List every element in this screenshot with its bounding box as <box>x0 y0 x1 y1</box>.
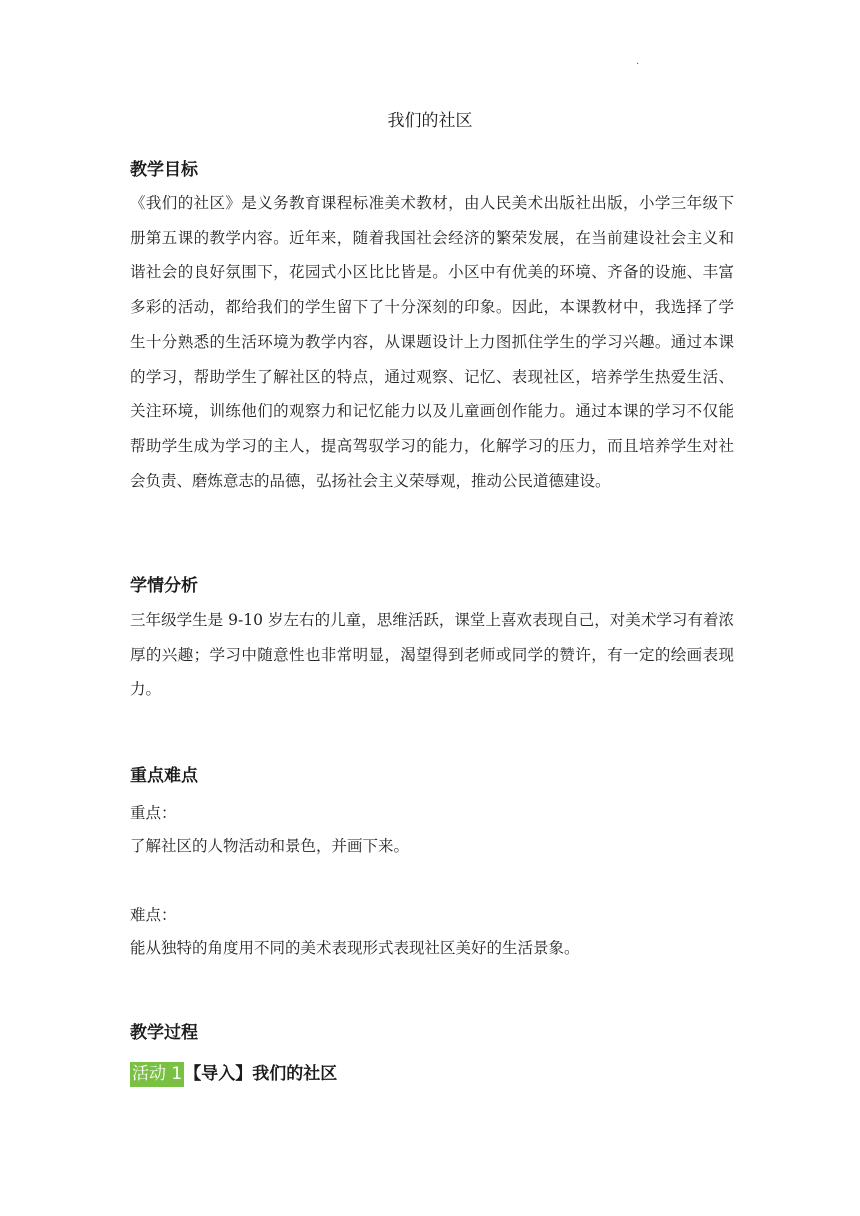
document-title: 我们的社区 <box>387 111 473 131</box>
activity-tag: 活动 1 <box>130 1062 184 1087</box>
header-mark: . <box>636 56 640 67</box>
section-heading-key-points: 重点难点 <box>130 766 198 786</box>
objectives-paragraph: 《我们的社区》是义务教育课程标准美术教材，由人民美术出版社出版，小学三年级下册第五课的教学内容。近年来，随着我国社会经济的繁荣发展，在当前建设社会主义和谐社会的良好氛围下，花园式小区比比皆是。小区中有优美的环境、齐备的设施、丰富多彩的活动，都给我们的学生留下了十分深刻的印象。因此，本课教材中，我选择了学生十分熟悉的生活环境为教学内容，从课题设计上力图抓住学生的学习兴趣。通过本课的学习，帮助学生了解社区的特点，通过观察、记忆、表现社区，培养学生热爱生活、关注环境，训练他们的观察力和记忆能力以及儿童画创作能力。通过本课的学习不仅能帮助学生成为学习的主人，提高驾驭学习的能力，化解学习的压力，而且培养学生对社会负责、磨炼意志的品德，弘扬社会主义荣辱观，推动公民道德建设。 <box>130 194 734 490</box>
focus-text: 了解社区的人物活动和景色，并画下来。 <box>130 837 410 855</box>
section-heading-analysis: 学情分析 <box>130 576 198 596</box>
analysis-paragraph: 三年级学生是 9-10 岁左右的儿童，思维活跃，课堂上喜欢表现自己，对美术学习有着浓厚的兴趣；学习中随意性也非常明显，渴望得到老师或同学的赞许，有一定的绘画表现力。 <box>130 611 734 699</box>
focus-label: 重点： <box>130 804 177 822</box>
section-heading-objectives: 教学目标 <box>130 160 198 180</box>
activity-1-heading <box>130 1059 337 1084</box>
activity-title: 【导入】我们的社区 <box>184 1064 338 1084</box>
difficulty-label: 难点： <box>130 906 177 924</box>
difficulty-text: 能从独特的角度用不同的美术表现形式表现社区美好的生活景象。 <box>130 939 580 957</box>
section-heading-process: 教学过程 <box>130 1023 198 1043</box>
